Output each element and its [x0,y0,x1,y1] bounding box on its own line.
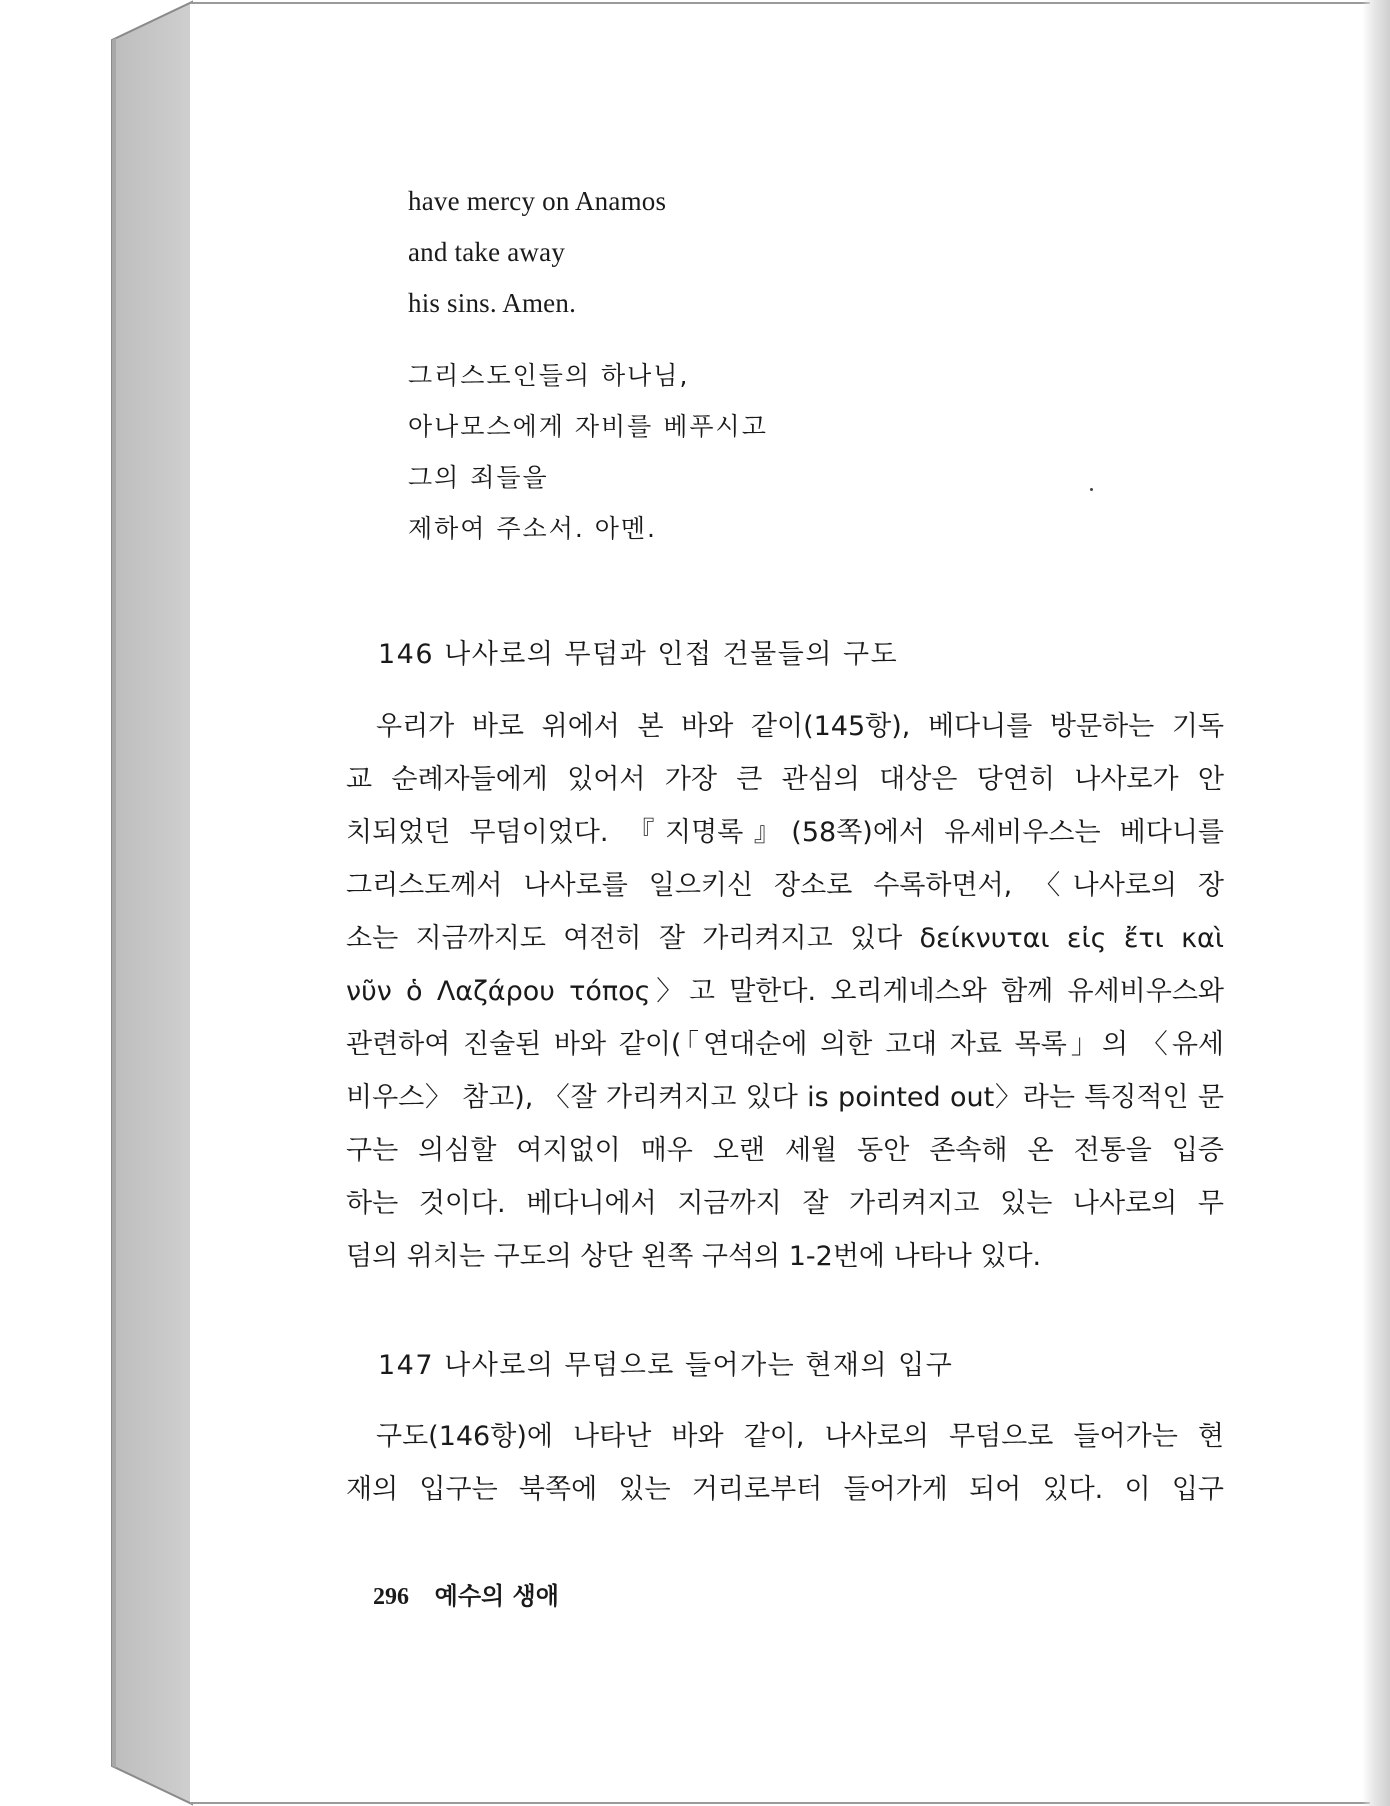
page-number: 296 [373,1584,409,1610]
paragraph-line: 재의 입구는 북쪽에 있는 거리로부터 들어가게 되어 있다. 이 입구 [346,1474,1224,1505]
paragraph-line: 비우스〉 참고), 〈잘 가리켜지고 있다 is pointed out〉라는 특징적인 문 [346,1082,1224,1113]
paragraph-line: 교 순례자들에게 있어서 가장 큰 관심의 대상은 당연히 나사로가 안 [346,764,1224,795]
page-edge-shadow [1362,0,1390,1806]
running-title: 예수의 생애 [434,1582,559,1610]
paragraph-line: 소는 지금까지도 여전히 잘 가리켜지고 있다 δείκνυται εἰς ἔτι καὶ [346,923,1224,954]
section-heading-146: 146 나사로의 무덤과 인접 건물들의 구도 [378,639,899,670]
verse-line: and take away [408,237,566,267]
verse-english [408,176,666,329]
paragraph-line: 덤의 위치는 구도의 상단 왼쪽 구석의 1-2번에 나타나 있다. [346,1241,1042,1272]
verse-line: 그의 죄들을 [408,463,549,492]
paragraph-line: 구는 의심할 여지없이 매우 오랜 세월 동안 존속해 온 전통을 입증 [346,1135,1224,1166]
verse-line: 그리스도인들의 하나님, [408,361,690,390]
paragraph-line: 치되었던 무덤이었다. 『지명록』(58쪽)에서 유세비우스는 베다니를 [346,817,1224,848]
paragraph-line: 구도(146항)에 나타난 바와 같이, 나사로의 무덤으로 들어가는 현 [376,1421,1224,1452]
paragraph-line: νῦν ὁ Λαζάρου τόπος〉고 말한다. 오리게네스와 함께 유세비우스와 [346,976,1224,1007]
section-body-147 [346,1410,1224,1516]
verse-line: his sins. Amen. [408,288,577,318]
page-footer [373,1576,559,1611]
paragraph-line: 그리스도께서 나사로를 일으키신 장소로 수록하면서, 〈나사로의 장 [346,870,1224,901]
stray-mark [1090,488,1093,491]
verse-korean [408,350,768,554]
paragraph-line: 우리가 바로 위에서 본 바와 같이(145항), 베다니를 방문하는 기독 [376,711,1224,742]
verse-line: 아나모스에게 자비를 베푸시고 [408,412,768,441]
book-spine [0,0,200,1806]
section-body-146 [346,700,1224,1283]
verse-line: 제하여 주소서. 아멘. [408,514,657,543]
verse-line: have mercy on Anamos [408,186,667,216]
paragraph-line: 관련하여 진술된 바와 같이(「연대순에 의한 고대 자료 목록」의 〈유세 [346,1029,1224,1060]
section-heading-147: 147 나사로의 무덤으로 들어가는 현재의 입구 [378,1350,954,1381]
paragraph-line: 하는 것이다. 베다니에서 지금까지 잘 가리켜지고 있는 나사로의 무 [346,1188,1224,1219]
